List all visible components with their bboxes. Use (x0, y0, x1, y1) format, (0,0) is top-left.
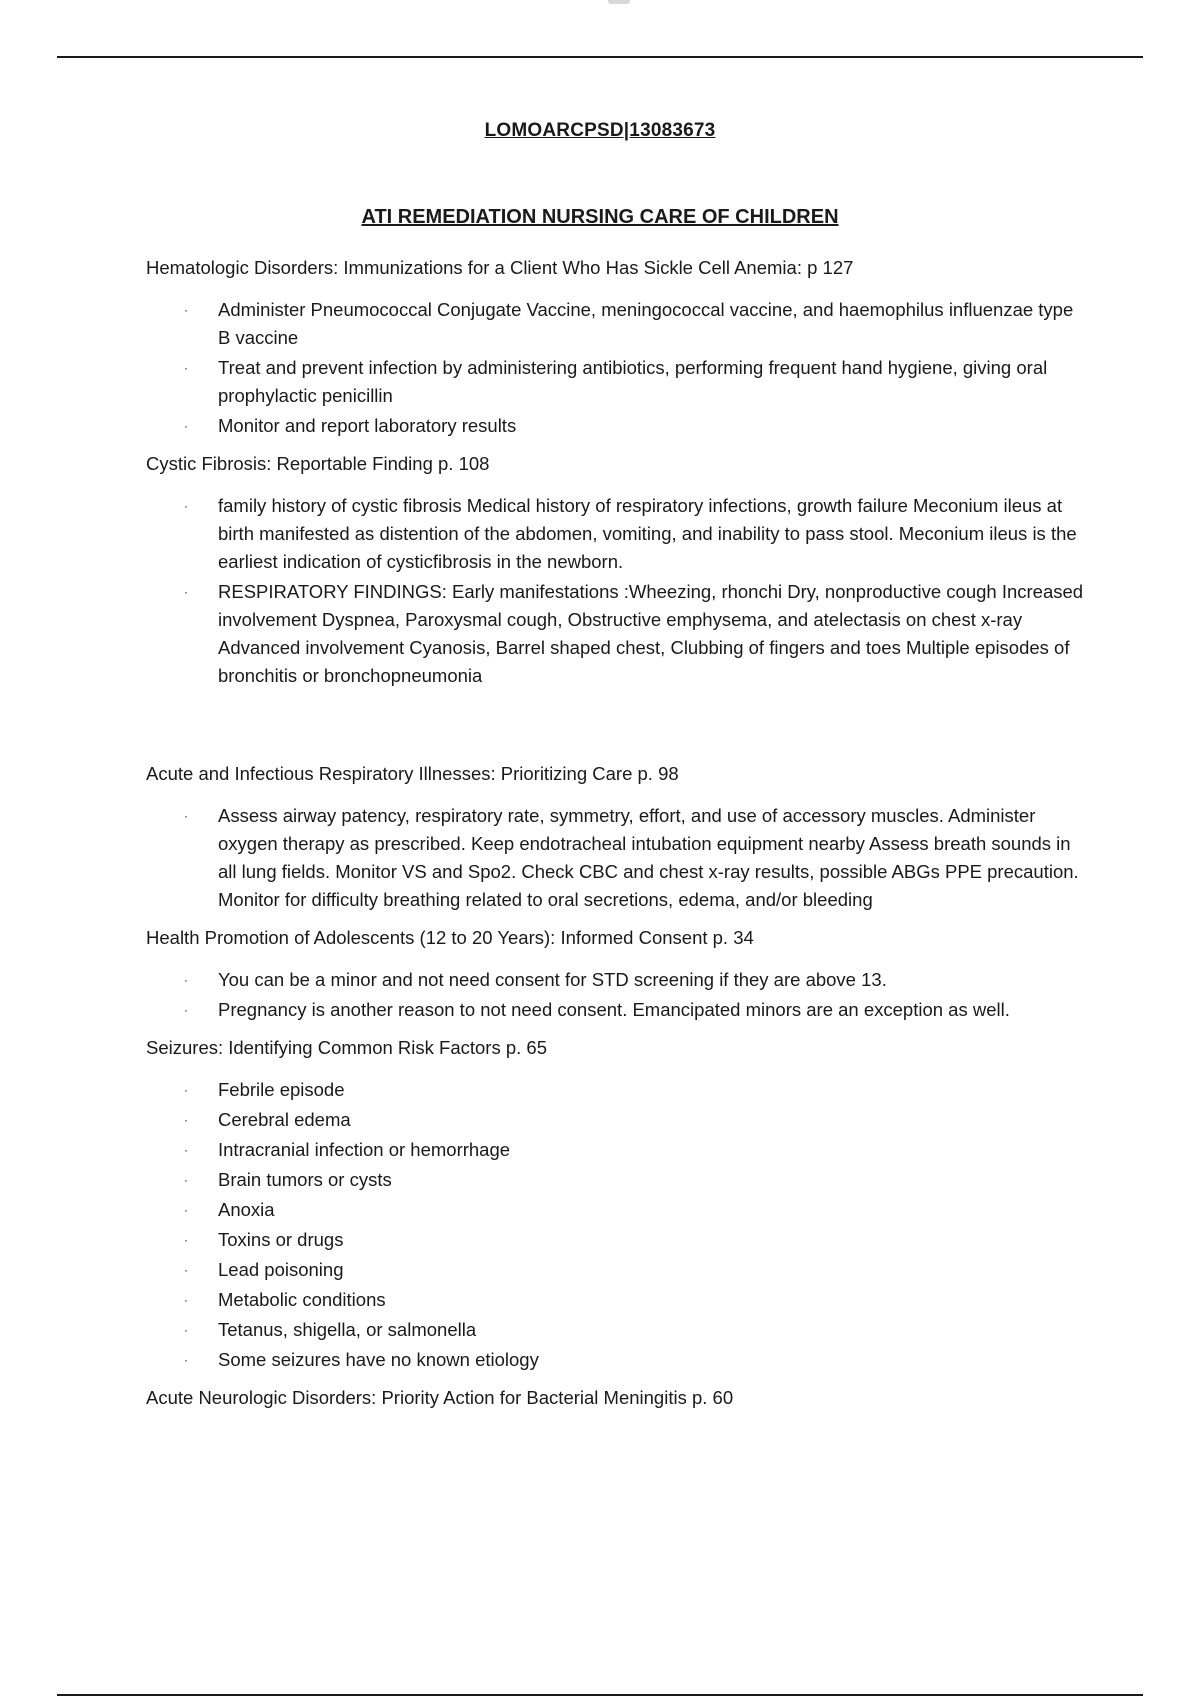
document-body (146, 254, 1086, 1426)
section-heading: Hematologic Disorders: Immunizations for a Client Who Has Sickle Cell Anemia: p 127 (146, 257, 854, 278)
list-item: · Assess airway patency, respiratory rate, symmetry, effort, and use of accessory muscles. Administer oxygen therapy as prescribed. Keep endotracheal intubation equipment nearby Assess breath sounds in all lung fields. Monitor VS and Spo2. Check CBC and chest x-ray results, possible ABGs PPE precaution. Monitor for difficulty breathing related to oral secretions, edema, and/or bleeding (146, 802, 1086, 914)
bullet-icon: · (184, 1143, 188, 1157)
list-item: · family history of cystic fibrosis Medical history of respiratory infections, growth failure Meconium ileus at birth manifested as distention of the abdomen, vomiting, and inability to pass stool. Meconium ileus is the earliest indication of cysticfibrosis in the newborn. (146, 492, 1086, 576)
bullet-icon: · (184, 419, 188, 433)
list-item: · Brain tumors or cysts (146, 1166, 1086, 1194)
section-heading: Health Promotion of Adolescents (12 to 20 Years): Informed Consent p. 34 (146, 927, 754, 948)
document-title: ATI REMEDIATION NURSING CARE OF CHILDREN (361, 206, 839, 228)
list-item: · Cerebral edema (146, 1106, 1086, 1134)
list-item: · Toxins or drugs (146, 1226, 1086, 1254)
bullet-list (146, 492, 1086, 690)
list-item: · Intracranial infection or hemorrhage (146, 1136, 1086, 1164)
bullet-icon: · (184, 1263, 188, 1277)
list-item: · Febrile episode (146, 1076, 1086, 1104)
bullet-list (146, 1076, 1086, 1374)
list-item: · Pregnancy is another reason to not need consent. Emancipated minors are an exception as well. (146, 996, 1086, 1024)
bullet-icon: · (184, 361, 188, 375)
spacer (146, 700, 1086, 760)
bullet-icon: · (184, 1233, 188, 1247)
bullet-list (146, 802, 1086, 914)
bullet-icon: · (184, 1323, 188, 1337)
bullet-icon: · (184, 1113, 188, 1127)
bullet-icon: · (184, 973, 188, 987)
bullet-icon: · (184, 1083, 188, 1097)
list-item: · Tetanus, shigella, or salmonella (146, 1316, 1086, 1344)
bullet-icon: · (184, 499, 188, 513)
bullet-icon: · (184, 303, 188, 317)
list-item: · Monitor and report laboratory results (146, 412, 1086, 440)
list-item: · Anoxia (146, 1196, 1086, 1224)
list-item: · Administer Pneumococcal Conjugate Vaccine, meningococcal vaccine, and haemophilus influenzae type B vaccine (146, 296, 1086, 352)
list-item: · You can be a minor and not need consent for STD screening if they are above 13. (146, 966, 1086, 994)
bullet-icon: · (184, 1173, 188, 1187)
bullet-icon: · (184, 1203, 188, 1217)
section-heading: Seizures: Identifying Common Risk Factors p. 65 (146, 1037, 547, 1058)
bullet-icon: · (184, 1293, 188, 1307)
section-heading: Acute and Infectious Respiratory Illnesses: Prioritizing Care p. 98 (146, 763, 679, 784)
bullet-icon: · (184, 585, 188, 599)
list-item: · Metabolic conditions (146, 1286, 1086, 1314)
bullet-icon: · (184, 809, 188, 823)
section-heading: Acute Neurologic Disorders: Priority Action for Bacterial Meningitis p. 60 (146, 1387, 734, 1408)
footer-rule (57, 1694, 1143, 1696)
document-id: LOMOARCPSD|13083673 (484, 120, 716, 141)
bullet-list (146, 296, 1086, 440)
list-item: · Lead poisoning (146, 1256, 1086, 1284)
header-rule (57, 56, 1143, 58)
list-item: · RESPIRATORY FINDINGS: Early manifestations :Wheezing, rhonchi Dry, nonproductive cough Increased involvement Dyspnea, Paroxysmal cough, Obstructive emphysema, and atelectasis on chest x-ray Advanced involvement Cyanosis, Barrel shaped chest, Clubbing of fingers and toes Multiple episodes of bronchitis or bronchopneumonia (146, 578, 1086, 690)
bullet-list (146, 966, 1086, 1024)
section-heading: Cystic Fibrosis: Reportable Finding p. 108 (146, 453, 490, 474)
list-item: · Some seizures have no known etiology (146, 1346, 1086, 1374)
bullet-icon: · (184, 1003, 188, 1017)
bullet-icon: · (184, 1353, 188, 1367)
page-top-mark (608, 0, 630, 4)
list-item: · Treat and prevent infection by administering antibiotics, performing frequent hand hygiene, giving oral prophylactic penicillin (146, 354, 1086, 410)
